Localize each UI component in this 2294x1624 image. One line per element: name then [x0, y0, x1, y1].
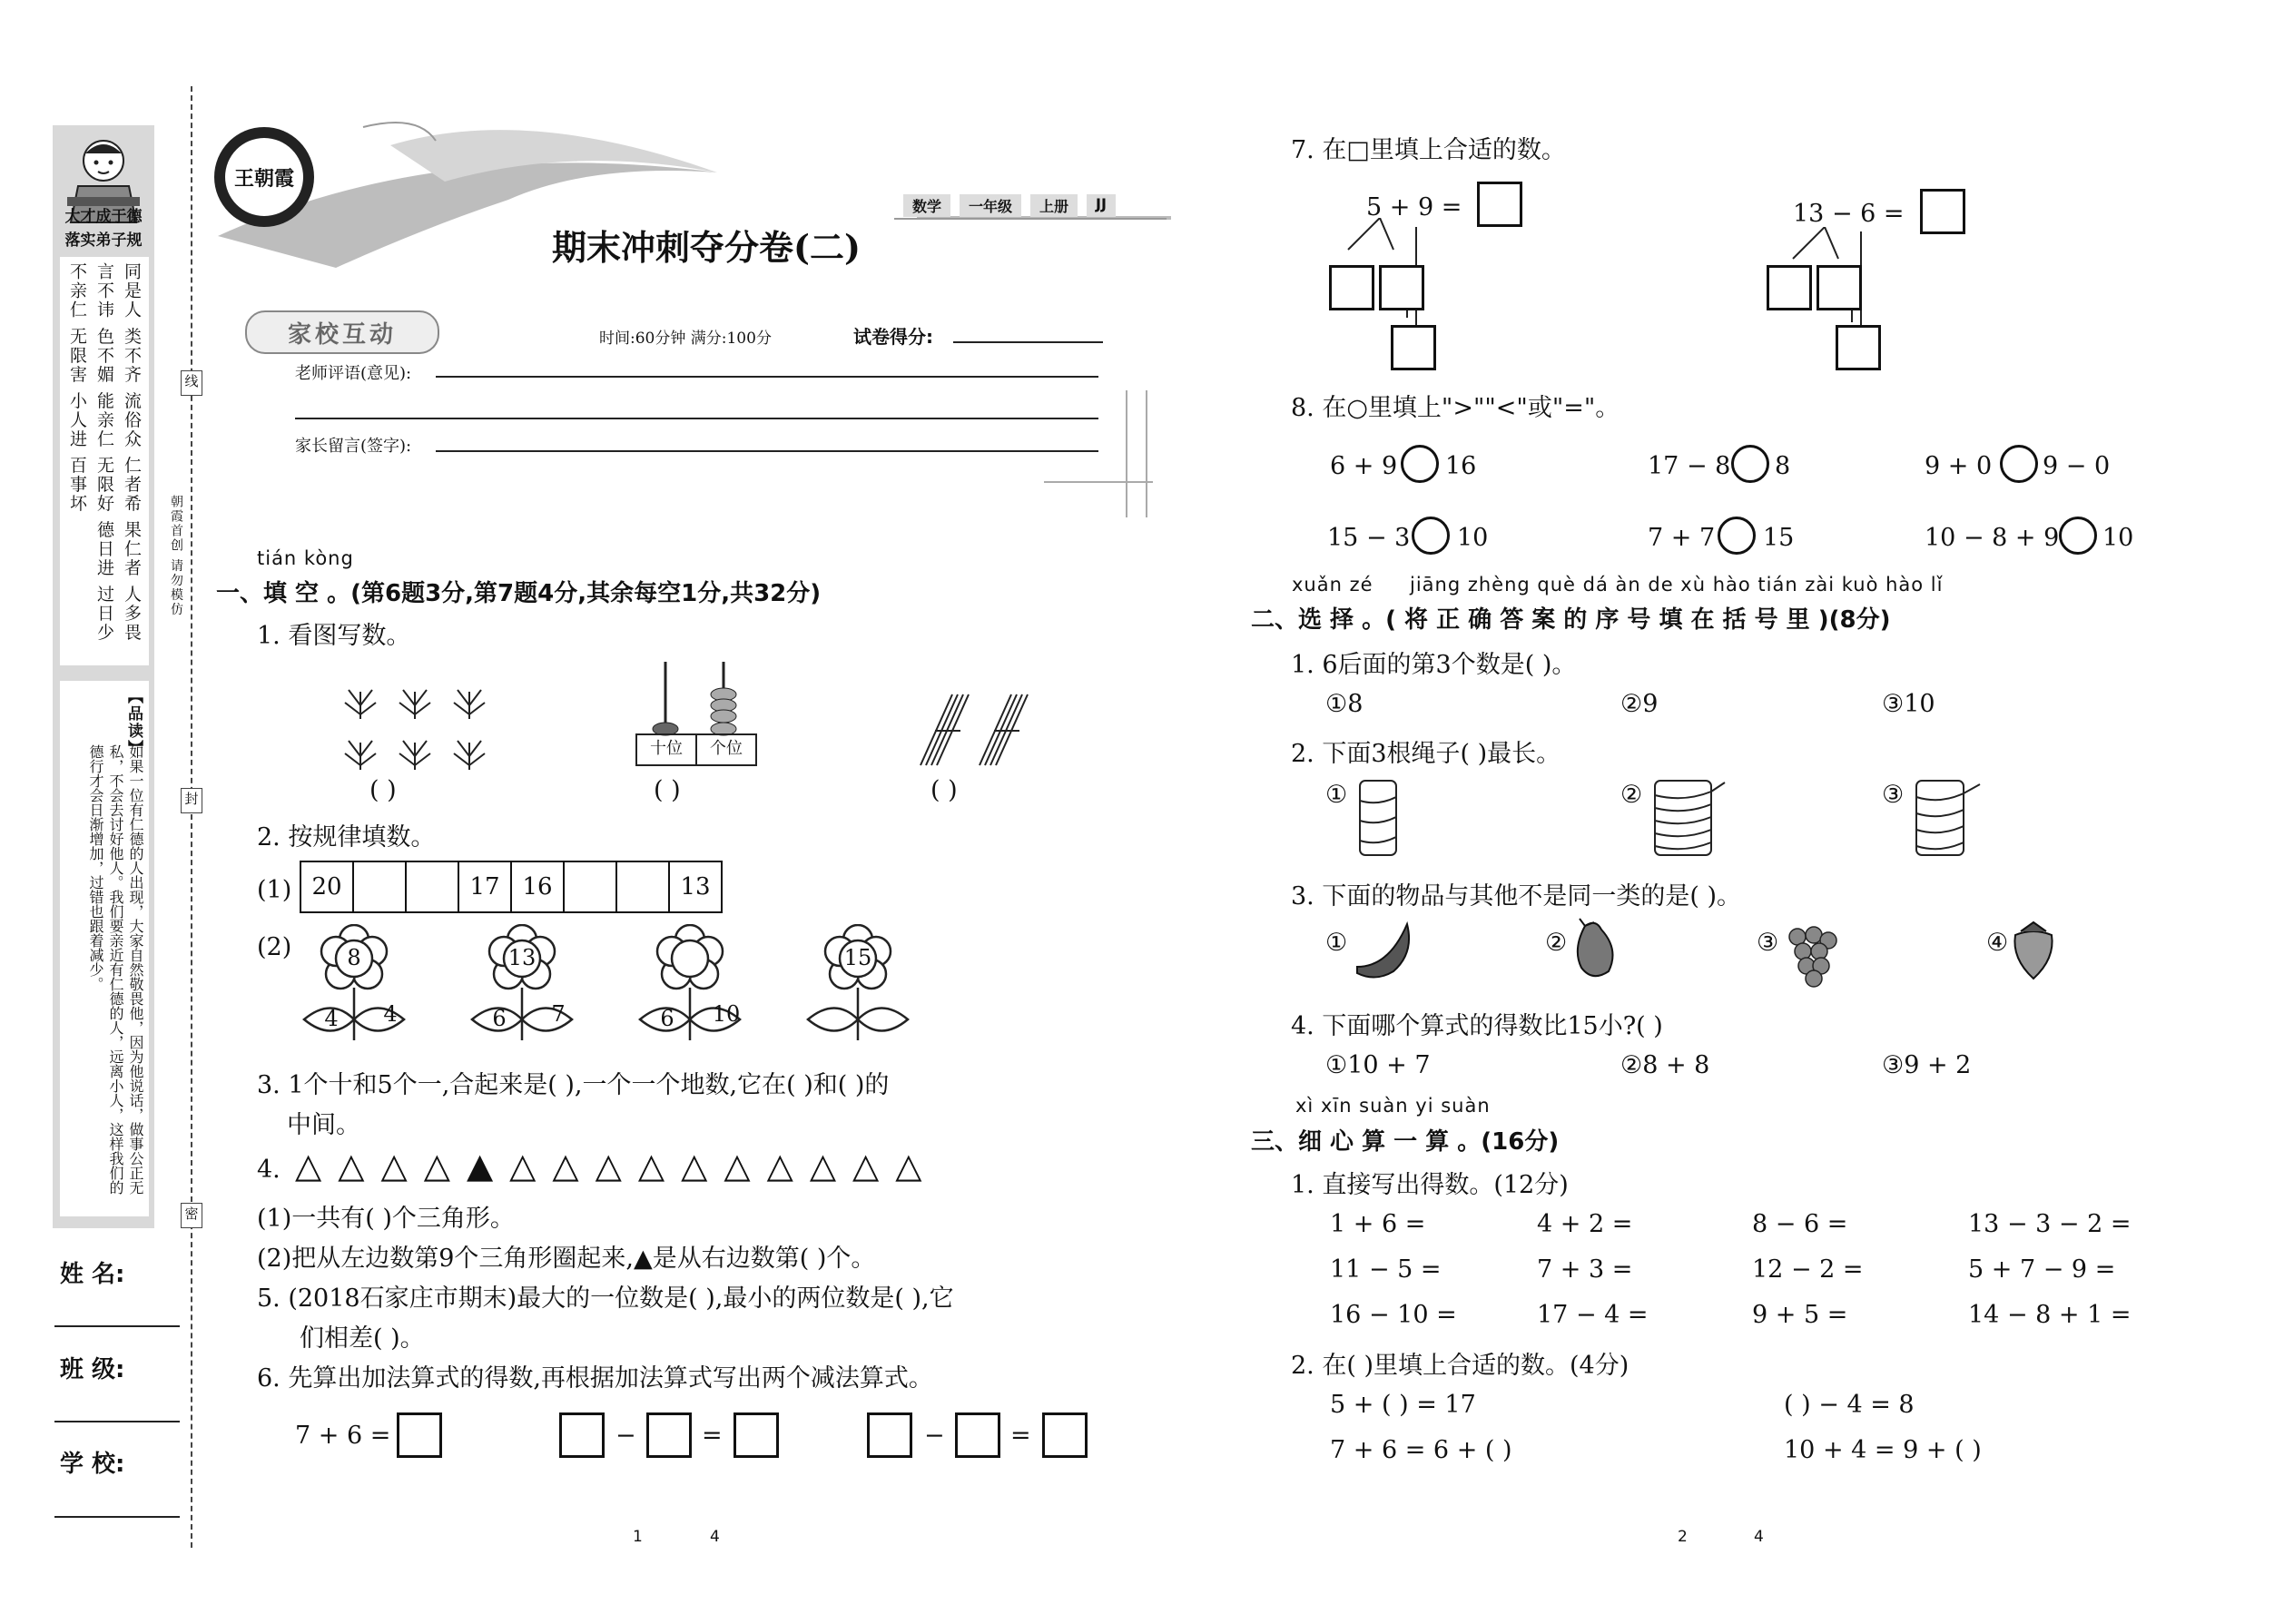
flower-1-right: 4 [383, 1001, 398, 1027]
q3-text-cont: 中间。 [287, 1111, 360, 1139]
tag-grade: 一年级 [960, 194, 1021, 217]
q5-text-cont: 们相差( )。 [300, 1324, 425, 1353]
page-number-right-a: 2 [1678, 1528, 1688, 1546]
fill-item[interactable]: 7 + 6 = 6 + ( ) [1330, 1436, 1512, 1464]
q8-compare-circle[interactable] [1718, 517, 1756, 555]
q6-box[interactable] [955, 1412, 1000, 1458]
q7-left-split-b[interactable] [1379, 265, 1424, 310]
triangle[interactable]: △ [338, 1146, 365, 1186]
seq-cell[interactable] [616, 861, 669, 912]
calc-item[interactable]: 13 − 3 − 2 = [1968, 1210, 2132, 1238]
plants-image [338, 674, 492, 773]
sec2-q3-opt-3[interactable]: ③ [1757, 929, 1779, 957]
seq-cell: 13 [669, 861, 722, 912]
sec2-q1-text: 1. 6后面的第3个数是( )。 [1291, 651, 1577, 679]
home-school-badge [245, 310, 439, 354]
q7-left-split-a[interactable] [1329, 265, 1374, 310]
sec2-q3-opt-4[interactable]: ④ [1986, 929, 2009, 957]
frame-lines [1126, 390, 1147, 517]
sec3-q2-text: 2. 在( )里填上合适的数。(4分) [1291, 1352, 1629, 1380]
q6-answer-box[interactable] [397, 1412, 442, 1458]
school-field-line[interactable] [54, 1516, 180, 1518]
q6-box[interactable] [867, 1412, 912, 1458]
q8-item-5-right: 15 [1763, 524, 1795, 552]
logo-text: 王朝霞 [233, 166, 294, 191]
rope-3-image [1909, 773, 1991, 860]
sec2-title: 二、选 择 。( 将 正 确 答 案 的 序 号 填 在 括 号 里 )(8分) [1251, 606, 1891, 634]
teacher-comment-line-2[interactable] [295, 418, 1098, 419]
sec2-q1-opt-3[interactable]: ③10 [1882, 690, 1935, 718]
sec2-q4-text: 4. 下面哪个算式的得数比15小?( ) [1291, 1012, 1663, 1040]
sec2-q3-opt-2[interactable]: ② [1545, 929, 1568, 957]
sec2-q2-opt-3[interactable]: ③ [1882, 781, 1905, 809]
tag-edition: JJ [1087, 194, 1116, 217]
triangle[interactable]: △ [681, 1146, 708, 1186]
q7-text: 7. 在□里填上合适的数。 [1291, 136, 1566, 164]
calc-item[interactable]: 16 − 10 = [1330, 1301, 1457, 1329]
triangle[interactable]: △ [852, 1146, 880, 1186]
calc-item[interactable]: 7 + 3 = [1537, 1255, 1633, 1284]
class-field-label: 班 级: [60, 1356, 125, 1383]
q2-text: 2. 按规律填数。 [257, 823, 436, 851]
grapes-image [1779, 919, 1843, 989]
triangle[interactable]: △ [637, 1146, 665, 1186]
cut-mark-2: 封 [181, 788, 202, 813]
page-number-right-b: 4 [1754, 1528, 1764, 1546]
flower-3-left: 6 [660, 1006, 674, 1031]
q7-right-eq: 13 − 6 = [1793, 200, 1905, 228]
sec1-pinyin: tián kòng [257, 547, 354, 569]
q8-item-1-left: 6 + 9 [1330, 452, 1398, 480]
frame-line-h [1044, 481, 1153, 483]
flower-1-left: 4 [324, 1006, 339, 1031]
page-number-left-a: 1 [633, 1528, 643, 1546]
sidebar-motto: 大才成于德 落实弟子规 [64, 208, 143, 250]
triangle[interactable]: △ [552, 1146, 579, 1186]
calc-item[interactable]: 5 + 7 − 9 = [1968, 1255, 2116, 1284]
fill-item[interactable]: 10 + 4 = 9 + ( ) [1784, 1436, 1982, 1464]
q6-box[interactable] [646, 1412, 692, 1458]
q1-answer-2[interactable]: ( ) [654, 776, 681, 804]
triangle[interactable]: △ [423, 1146, 450, 1186]
q7-left-eq: 5 + 9 = [1366, 193, 1462, 221]
class-field-line[interactable] [54, 1421, 180, 1422]
q6-text: 6. 先算出加法算式的得数,再根据加法算式写出两个减法算式。 [257, 1364, 933, 1393]
q8-item-3-right: 9 − 0 [2043, 452, 2111, 480]
calc-item[interactable]: 9 + 5 = [1752, 1301, 1848, 1329]
minus-sign: − [615, 1422, 636, 1450]
sec2-q4-opt-2[interactable]: ②8 + 8 [1620, 1051, 1710, 1079]
calc-item[interactable]: 4 + 2 = [1537, 1210, 1633, 1238]
q7-right-split-b[interactable] [1816, 265, 1862, 310]
sidebar-reading [60, 681, 149, 1216]
calc-item[interactable]: 12 − 2 = [1752, 1255, 1864, 1284]
abacus-tens-label: 十位 [637, 735, 697, 764]
q8-item-6-left: 10 − 8 + 9 [1925, 524, 2060, 552]
minus-sign: − [924, 1422, 945, 1450]
sec2-q1-opt-1[interactable]: ①8 [1325, 690, 1364, 718]
rope-1-image [1353, 773, 1407, 860]
name-field-line[interactable] [54, 1325, 180, 1327]
flower-2-right: 7 [551, 1001, 566, 1027]
sec2-q3-text: 3. 下面的物品与其他不是同一类的是( )。 [1291, 882, 1741, 910]
q6-box[interactable] [733, 1412, 779, 1458]
sec1-title: 一、填 空 。(第6题3分,第7题4分,其余每空1分,共32分) [216, 580, 822, 607]
margin-note: 朝霞首创 请勿模仿 [169, 495, 183, 617]
banana-image [1353, 917, 1421, 980]
calc-item[interactable]: 11 − 5 = [1330, 1255, 1442, 1284]
seq-cell: 20 [300, 861, 353, 912]
time-info: 时间:60分钟 满分:100分 [599, 330, 772, 348]
q8-item-3-left: 9 + 0 [1925, 452, 1993, 480]
q8-item-4-left: 15 − 3 [1327, 524, 1411, 552]
q7-right-bottom[interactable] [1836, 325, 1881, 370]
tag-volume: 上册 [1030, 194, 1078, 217]
triangle[interactable]: △ [509, 1146, 537, 1186]
flower-4-center: 15 [843, 945, 872, 970]
flower-1 [300, 924, 436, 1051]
quote-col-1: 同是人 类不齐 流俗众 仁者希 果仁者 人多畏 [122, 262, 142, 643]
parent-note-label: 家长留言(签字): [295, 437, 412, 456]
sec2-pinyin-b: jiāng zhèng què dá àn de xù hào tián zài kuò hào lǐ [1410, 574, 1944, 595]
strawberry-image [2006, 919, 2061, 982]
q6-box[interactable] [559, 1412, 605, 1458]
sec2-pinyin-a: xuǎn zé [1292, 574, 1373, 595]
q8-compare-circle[interactable] [1401, 445, 1439, 483]
triangle-filled[interactable]: ▲ [466, 1146, 494, 1186]
seq-cell: 17 [458, 861, 511, 912]
q8-compare-circle[interactable] [2000, 445, 2038, 483]
q8-text: 8. 在○里填上">""<"或"="。 [1291, 394, 1620, 422]
fill-item[interactable]: 5 + ( ) = 17 [1330, 1391, 1476, 1419]
q8-item-5-left: 7 + 7 [1648, 524, 1716, 552]
sec2-q4-opt-1[interactable]: ①10 + 7 [1325, 1051, 1431, 1079]
q8-item-4-right: 10 [1457, 524, 1489, 552]
sec3-q1-text: 1. 直接写出得数。(12分) [1291, 1171, 1569, 1199]
sec2-q3-opt-1[interactable]: ① [1325, 929, 1348, 957]
score-label: 试卷得分: [853, 326, 933, 348]
tag-subject: 数学 [903, 194, 950, 217]
sec2-q4-opt-3[interactable]: ③9 + 2 [1882, 1051, 1972, 1079]
sec2-q1-opt-2[interactable]: ②9 [1620, 690, 1659, 718]
q6-equation: 7 + 6 = [295, 1422, 391, 1450]
triangle-row [295, 1146, 922, 1186]
home-school-label: 家校互动 [287, 320, 397, 349]
flower-2-center: 13 [507, 945, 537, 970]
equals-sign: = [702, 1422, 723, 1450]
cut-mark-1: 线 [181, 370, 202, 396]
q7-right-result[interactable] [1920, 189, 1965, 234]
triangle[interactable]: △ [295, 1146, 322, 1186]
q4-1-text: (1)一共有( )个三角形。 [257, 1205, 515, 1233]
q5-text: 5. (2018石家庄市期末)最大的一位数是( ),最小的两位数是( ),它 [257, 1284, 954, 1313]
triangle[interactable]: △ [809, 1146, 837, 1186]
sec2-q2-opt-1[interactable]: ① [1325, 781, 1348, 809]
teacher-comment-label: 老师评语(意见): [295, 364, 412, 383]
name-field-label: 姓 名: [60, 1261, 125, 1288]
q1-answer-3[interactable]: ( ) [930, 776, 958, 804]
abacus-label-box [635, 733, 757, 766]
sec2-q2-text: 2. 下面3根绳子( )最长。 [1291, 740, 1561, 768]
flower-3[interactable] [635, 924, 772, 1051]
abacus-ones-label: 个位 [710, 739, 743, 758]
calc-item[interactable]: 14 − 8 + 1 = [1968, 1301, 2132, 1329]
sec3-pinyin: xì xīn suàn yi suàn [1295, 1095, 1491, 1117]
page-title: 期末冲刺夺分卷(二) [552, 227, 861, 268]
seq-cell[interactable] [406, 861, 458, 912]
flower-4[interactable] [803, 924, 940, 1051]
triangle[interactable]: △ [766, 1146, 793, 1186]
q1-answer-1[interactable]: ( ) [369, 776, 397, 804]
q8-item-6-right: 10 [2102, 524, 2134, 552]
q4-label: 4. [257, 1156, 281, 1184]
school-field-label: 学 校: [60, 1451, 125, 1478]
cut-line [191, 86, 192, 1548]
q8-compare-circle[interactable] [1731, 445, 1769, 483]
cut-mark-3: 密 [181, 1203, 202, 1228]
triangle[interactable]: △ [724, 1146, 751, 1186]
parent-note-line[interactable] [436, 450, 1098, 452]
seq-cell[interactable] [564, 861, 616, 912]
triangle[interactable]: △ [595, 1146, 622, 1186]
equals-sign: = [1010, 1422, 1031, 1450]
quote-col-2: 言不讳 色不媚 能亲仁 无限好 德日进 过日少 [94, 262, 114, 643]
reading-text: 如果一位有仁德的人出现，大家自然敬畏他，因为他说话，做事公正无私，不会去讨好他人。我们要亲近有仁德的人，远离小人，这样我们的德行才会日渐增加，过错也跟着减少。 [87, 744, 144, 1195]
q7-right-split-a[interactable] [1767, 265, 1812, 310]
seq-cell: 16 [511, 861, 564, 912]
q8-compare-circle[interactable] [1412, 517, 1450, 555]
triangle[interactable]: △ [380, 1146, 408, 1186]
teacher-comment-line-1[interactable] [436, 376, 1098, 378]
seq-cell[interactable] [353, 861, 406, 912]
eggplant-image [1569, 917, 1623, 980]
q8-item-2-left: 17 − 8 [1648, 452, 1731, 480]
flower-1-center: 8 [347, 945, 361, 970]
q8-item-2-right: 8 [1775, 452, 1791, 480]
q7-left-bottom[interactable] [1391, 325, 1436, 370]
q6-box[interactable] [1042, 1412, 1088, 1458]
brand-logo-inner [225, 138, 303, 216]
calc-item[interactable]: 17 − 4 = [1537, 1301, 1649, 1329]
sticks-image [917, 693, 1035, 767]
quote-col-3: 不亲仁 无限害 小人进 百事坏 [67, 262, 87, 514]
triangle[interactable]: △ [895, 1146, 922, 1186]
q2-2-label: (2) [257, 933, 292, 961]
tag-arrows [894, 218, 1167, 220]
q2-1-label: (1) [257, 876, 292, 904]
q3-text: 3. 1个十和5个一,合起来是( ),一个一个地数,它在( )和( )的 [257, 1071, 890, 1099]
sec3-title: 三、细 心 算 一 算 。(16分) [1251, 1128, 1560, 1156]
q4-2-text: (2)把从左边数第9个三角形圈起来,▲是从右边数第( )个。 [257, 1245, 876, 1273]
calc-item[interactable]: 8 − 6 = [1752, 1210, 1848, 1238]
flower-2-left: 6 [492, 1006, 507, 1031]
subject-tags [903, 194, 1116, 217]
q8-compare-circle[interactable] [2059, 517, 2097, 555]
sidebar-quote [60, 257, 149, 665]
calc-item[interactable]: 1 + 6 = [1330, 1210, 1426, 1238]
flower-2 [468, 924, 604, 1051]
sec2-q2-opt-2[interactable]: ② [1620, 781, 1643, 809]
sequence-table [300, 861, 723, 913]
page-number-left-b: 4 [710, 1528, 720, 1546]
rope-2-image [1648, 773, 1729, 860]
fill-item[interactable]: ( ) − 4 = 8 [1784, 1391, 1915, 1419]
reading-label: 【品读】 [124, 688, 143, 757]
q7-left-result[interactable] [1477, 182, 1522, 227]
q8-item-1-right: 16 [1445, 452, 1477, 480]
flower-3-right: 10 [712, 1001, 741, 1027]
score-line[interactable] [953, 341, 1103, 343]
q1-text: 1. 看图写数。 [257, 622, 411, 650]
